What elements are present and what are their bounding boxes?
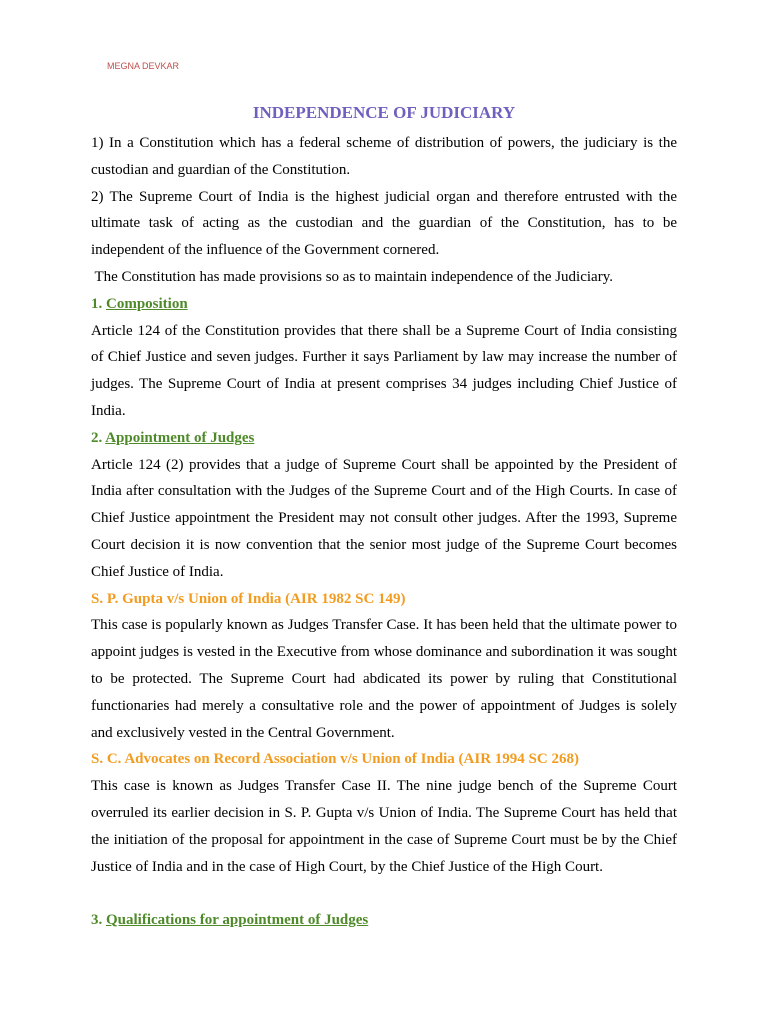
section-text-appointment: Article 124 (2) provides that a judge of Supreme Court shall be appointed by the President of India after consultation with the Judges of the Supreme Court and of the High Courts. In case of Chief Justice appointment the President may not consult other judges. After the 1993, Supreme Court decision it is now convention that the senior most judge of the Supreme Court becomes Chief Justice of India. [91,456,677,580]
section-heading-text: Appointment of Judges [105,429,255,446]
intro-paragraph-2: 2) The Supreme Court of India is the highest judicial organ and therefore entrusted with the ultimate task of acting as the custodian and the guardian of the Constitution, has to be independent of the influence of the Government cornered. [91,188,677,259]
document-title: INDEPENDENCE OF JUDICIARY [252,103,516,122]
intro-paragraph-3 [91,264,677,291]
case-text-advocates-on-record: This case is known as Judges Transfer Case II. The nine judge bench of the Supreme Court overruled its earlier decision in S. P. Gupta v/s Union of India. The Supreme Court has held that the initiation of the proposal for appointment in the case of Supreme Court must be by the Chief Justice of India and in the case of High Court, by the Chief Justice of the High Court. [91,778,677,875]
section-heading-text: Qualifications for appointment of Judges [106,912,369,929]
case-heading-sp-gupta: S. P. Gupta v/s Union of India (AIR 1982 SC 149) [91,590,406,607]
intro-paragraph-3-text: The Constitution has made provisions so as to maintain independence of the Judiciary. [91,268,613,285]
case-heading-advocates-on-record: S. C. Advocates on Record Association v/s Union of India (AIR 1994 SC 268) [91,751,579,768]
section-heading-appointment [91,425,677,452]
intro-paragraph-1: 1) In a Constitution which has a federal scheme of distribution of powers, the judiciary is the custodian and guardian of the Constitution. [91,135,677,178]
section-text-composition: Article 124 of the Constitution provides that there shall be a Supreme Court of India consisting of Chief Justice and seven judges. Further it says Parliament by law may increase the number of judges. The Supreme Court of India at present comprises 34 judges including Chief Justice of India. [91,322,677,419]
section-number: 3. [91,912,106,929]
section-heading-composition [91,291,677,318]
case-text-sp-gupta: This case is popularly known as Judges Transfer Case. It has been held that the ultimate power to appoint judges is vested in the Executive from whose dominance and subordination it was sought to be protected. The Supreme Court had abdicated its power by ruling that Constitutional functionaries had merely a consultative role and the power of appointment of Judges is solely and exclusively vested in the Central Government. [91,617,677,741]
section-number: 1. [91,295,106,312]
paragraph-gap [91,880,677,907]
author-name: MEGNA DEVKAR [107,61,180,71]
section-heading-text: Composition [106,295,188,312]
document-body [91,130,677,934]
section-number: 2. [91,429,106,446]
section-heading-qualifications [91,907,677,934]
